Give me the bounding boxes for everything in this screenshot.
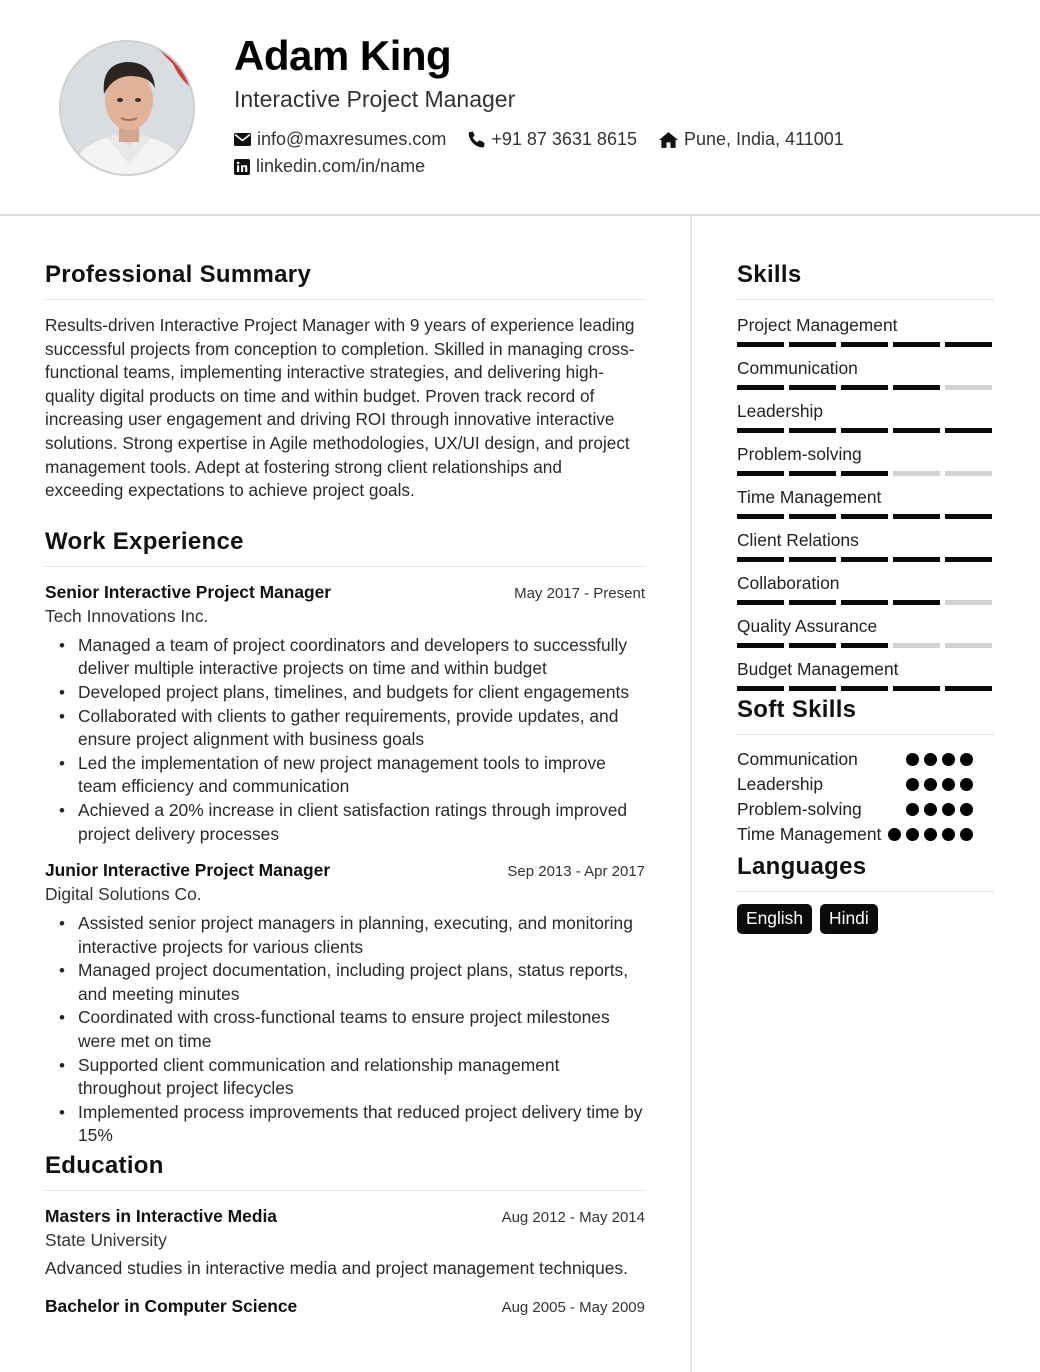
soft-skill-rating [906,747,973,766]
skill-segment-filled [789,385,836,390]
candidate-title: Interactive Project Manager [234,86,516,112]
skill-segment-filled [841,643,888,648]
skill-item [737,358,994,401]
bullet-item: • Developed project plans, timelines, and budgets for client engagements [45,681,645,705]
main-column [45,216,645,1317]
skill-segment-filled [893,342,940,347]
skill-segment-filled [737,600,784,605]
home-icon [659,132,678,148]
skill-segment-empty [893,471,940,476]
skill-segment-filled [737,514,784,519]
section-title: Work Experience [45,527,244,555]
location-text: Pune, India, 411001 [683,129,844,149]
soft-skills-list [737,747,994,847]
skill-segment-filled [945,557,992,562]
skill-segment-filled [789,600,836,605]
contact-row-2 [234,156,447,177]
skill-item [737,573,994,616]
job-company: Tech Innovations Inc. [45,605,209,626]
soft-skills-section [737,696,994,847]
education-entry [45,1206,645,1281]
skills-section [737,261,994,702]
section-divider [737,891,994,892]
skill-segment-filled [737,686,784,691]
linkedin-text: linkedin.com/in/name [256,156,426,176]
skill-level-bar [737,342,992,347]
rating-dot [924,753,937,766]
bullet-item: • Supported client communication and relationship management throughout project lifecycles [45,1054,645,1101]
contact-location [659,129,844,150]
rating-dot [906,778,919,791]
skill-segment-filled [893,428,940,433]
section-divider [45,566,645,567]
phone-icon [468,131,485,148]
section-divider [737,734,994,735]
envelope-icon [234,133,251,146]
skill-segment-filled [893,686,940,691]
skill-segment-filled [737,643,784,648]
skill-segment-filled [945,686,992,691]
bullet-item: • Achieved a 20% increase in client satisfaction ratings through improved project delivery processes [45,799,645,846]
skill-segment-filled [841,471,888,476]
contact-linkedin[interactable] [234,156,425,177]
email-text: info@maxresumes.com [257,129,447,149]
skill-segment-filled [893,385,940,390]
soft-skill-rating [906,797,973,816]
degree-title: Bachelor in Computer Science [45,1295,298,1316]
section-divider [45,299,645,300]
skill-name: Leadership [737,401,824,421]
skill-level-bar [737,643,992,648]
languages-list [737,904,994,934]
bullet-item: • Coordinated with cross-functional teams to ensure project milestones were met on time [45,1006,645,1053]
skill-name: Communication [737,358,858,378]
skill-segment-filled [893,600,940,605]
skill-name: Problem-solving [737,444,862,464]
skill-item [737,487,994,530]
skill-segment-empty [945,600,992,605]
bullet-item: • Managed project documentation, including project plans, status reports, and meeting minutes [45,959,645,1006]
skill-item [737,616,994,659]
skills-list [737,315,994,702]
skill-name: Collaboration [737,573,840,593]
rating-dot [924,778,937,791]
job-bullets [45,912,645,1148]
skill-level-bar [737,385,992,390]
section-title: Languages [737,853,867,880]
section-title: Education [45,1152,164,1180]
skill-segment-filled [789,686,836,691]
skill-segment-filled [737,385,784,390]
soft-skill-name: Communication [737,749,858,769]
job-dates: Sep 2013 - Apr 2017 [507,863,645,881]
skill-segment-empty [893,643,940,648]
section-title: Professional Summary [45,261,312,288]
rating-dot [942,753,955,766]
soft-skill-item [737,772,994,797]
skill-segment-filled [789,514,836,519]
sidebar-column [737,216,994,934]
degree-description: Advanced studies in interactive media and project management techniques. [45,1258,628,1279]
bullet-item: • Assisted senior project managers in planning, executing, and monitoring interactive projects for various clients [45,912,645,959]
soft-skill-item [737,822,994,847]
skill-name: Client Relations [737,530,859,550]
school-name: State University [45,1230,167,1251]
contact-email[interactable] [234,129,446,150]
education-entry [45,1296,645,1317]
rating-dot [960,753,973,766]
bullet-item: • Led the implementation of new project management tools to improve team efficiency and communication [45,752,645,799]
rating-dot [888,828,901,841]
job-bullets [45,634,645,846]
soft-skill-name: Leadership [737,774,824,794]
bullet-item: • Managed a team of project coordinators and developers to successfully deliver multiple interactive projects on time and within budget [45,634,645,681]
rating-dot [942,828,955,841]
skill-segment-filled [789,428,836,433]
language-badge: English [737,904,812,934]
skill-segment-filled [789,557,836,562]
rating-dot [906,803,919,816]
rating-dot [960,778,973,791]
skill-name: Time Management [737,487,882,507]
job-entry [45,582,645,846]
rating-dot [924,828,937,841]
skill-segment-filled [789,643,836,648]
skill-segment-empty [945,643,992,648]
skill-segment-filled [945,428,992,433]
skill-item [737,401,994,444]
soft-skill-item [737,747,994,772]
contact-phone[interactable] [468,129,637,150]
soft-skill-rating [888,822,973,841]
skill-level-bar [737,471,992,476]
section-title: Skills [737,261,802,288]
skill-segment-filled [737,557,784,562]
rating-dot [942,778,955,791]
rating-dot [960,803,973,816]
summary-text: Results-driven Interactive Project Manager with 9 years of experience leading successful projects from conception to completion. Skilled in managing cross-functional teams, implementing interactive strategies, and delivering high-quality digital products on time and within budget. Proven track record of increasing user engagement and driving ROI through innovative interactive solutions. Strong expertise in Agile methodologies, UX/UI design, and project management tools. Adept at fostering strong client relationships and exceeding expectations to achieve project goals. [45,315,635,501]
degree-dates: Aug 2005 - May 2009 [501,1298,645,1316]
job-title: Senior Interactive Project Manager [45,581,332,602]
skill-item [737,315,994,358]
skill-segment-filled [841,342,888,347]
skill-segment-filled [945,514,992,519]
resume-header [0,0,1040,214]
soft-skill-item [737,797,994,822]
soft-skill-rating [906,772,973,791]
profile-photo [59,40,195,176]
rating-dot [924,803,937,816]
section-title: Soft Skills [737,696,857,723]
degree-title: Masters in Interactive Media [45,1206,277,1227]
skill-segment-empty [945,471,992,476]
languages-section [737,853,994,934]
skill-segment-filled [841,514,888,519]
soft-skill-name: Problem-solving [737,799,862,819]
language-badge: Hindi [820,904,878,934]
job-title: Junior Interactive Project Manager [45,860,331,881]
experience-section [45,528,645,1148]
job-company: Digital Solutions Co. [45,884,202,905]
job-dates: May 2017 - Present [514,584,645,602]
skill-level-bar [737,686,992,691]
bullet-item: • Implemented process improvements that reduced project delivery time by 15% [45,1101,645,1148]
rating-dot [942,803,955,816]
skill-level-bar [737,600,992,605]
rating-dot [906,828,919,841]
skill-segment-empty [945,385,992,390]
skill-segment-filled [841,686,888,691]
skill-segment-filled [841,428,888,433]
degree-dates: Aug 2012 - May 2014 [501,1209,645,1227]
skill-name: Quality Assurance [737,616,878,636]
section-divider [737,299,994,300]
skill-segment-filled [737,342,784,347]
linkedin-icon [234,159,250,175]
bullet-item: • Collaborated with clients to gather requirements, provide updates, and ensure project alignment with business goals [45,705,645,752]
skill-item [737,444,994,487]
skill-segment-filled [841,600,888,605]
skill-name: Project Management [737,315,898,335]
job-entry [45,860,645,1148]
skill-segment-filled [737,428,784,433]
skill-level-bar [737,514,992,519]
soft-skill-name: Time Management [737,824,882,844]
candidate-name: Adam King [234,32,452,79]
rating-dot [960,828,973,841]
skill-segment-filled [737,471,784,476]
skill-segment-filled [893,514,940,519]
rating-dot [906,753,919,766]
skill-segment-filled [841,385,888,390]
skill-level-bar [737,557,992,562]
skill-segment-filled [945,342,992,347]
skill-segment-filled [789,342,836,347]
section-divider [45,1190,645,1191]
summary-section [45,261,645,503]
skill-segment-filled [893,557,940,562]
skill-name: Budget Management [737,659,899,679]
contact-row [234,129,866,150]
skill-segment-filled [789,471,836,476]
person-photo-icon [61,42,195,176]
skill-item [737,530,994,573]
skill-segment-filled [841,557,888,562]
skill-item [737,659,994,702]
column-divider [690,216,692,1372]
phone-text: +91 87 3631 8615 [491,129,637,149]
skill-level-bar [737,428,992,433]
education-section [45,1152,645,1317]
